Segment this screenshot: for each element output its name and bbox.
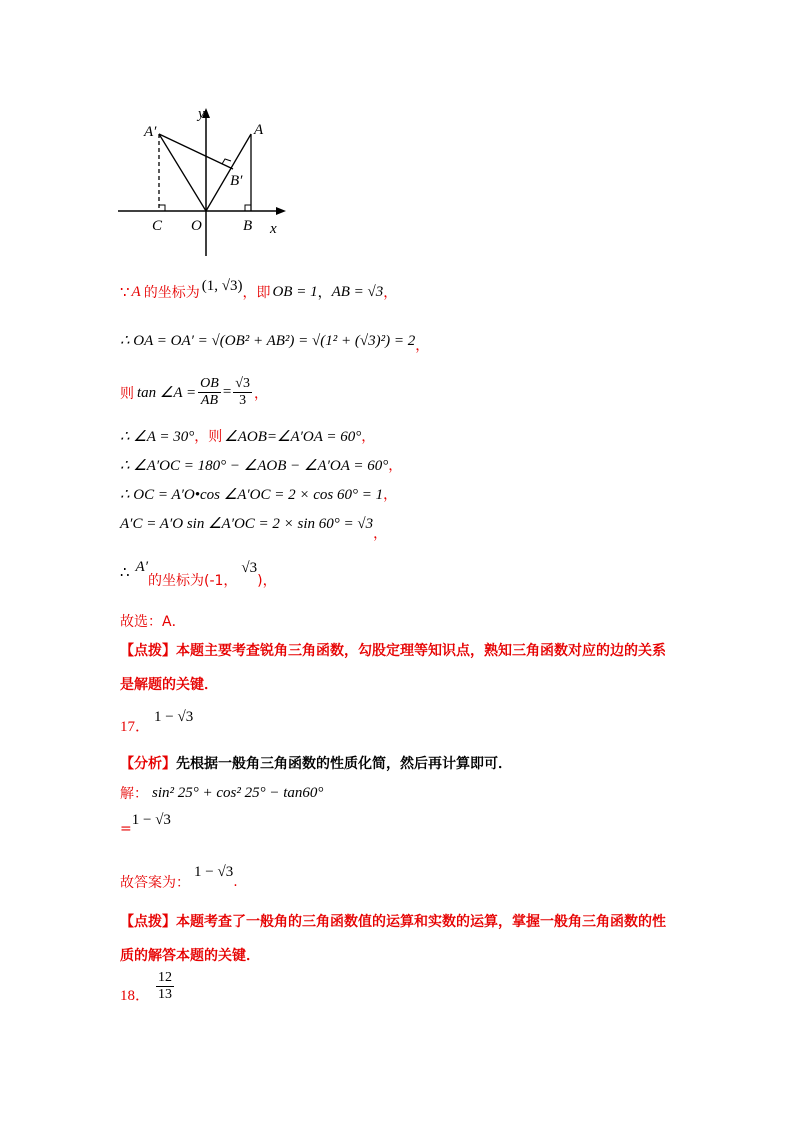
label-c: C [152,218,163,234]
step-8: ∴ A′ 的坐标为(-1， √3 )， [120,558,277,589]
tip-17-line2: 质的解答本题的关键． [120,948,260,964]
tip-16: 【点拨】本题主要考查锐角三角函数，勾股定理等知识点，熟知三角函数对应的边的关系 [120,643,666,659]
right-angle-b-prime [222,159,231,164]
right-angle-b [245,205,251,211]
step-3: 则 tan ∠A = $\frac{OB}{AB}$ = $\frac{√3}{3}$ ， [120,376,268,408]
solution-17-result: = 1 − √3 [120,812,171,837]
step-2: ∴ OA = OA′ = √(OB² + AB²) = √(1² + (√3)²) = 2 ， [120,332,430,354]
label-a-prime: A′ [144,124,157,140]
answer-17: 故答案为： 1 − √3 . [120,863,238,891]
label-b-prime: B′ [230,173,243,189]
solution-17: 解： sin² 25° + cos² 25° − tan60° [120,784,324,802]
question-17: 17． 1 − √3 [120,709,194,735]
label-b: B [243,218,253,234]
step-4: ∴ ∠A = 30° ，则 ∠AOB=∠A′OA = 60° ， [120,428,376,445]
tip-16-line2: 是解题的关键． [120,677,218,693]
label-x: x [270,221,277,237]
step-1: ∵ A 的坐标为 (1, √3) ，即 OB = 1 ， AB = √3 ， [120,277,398,301]
right-angle-c [159,205,165,211]
step-7: A′C = A′O sin ∠A′OC = 2 × sin 60° = √3 ， [120,515,388,542]
tip-17: 【点拨】本题考查了一般角的三角函数值的运算和实数的运算，掌握一般角三角函数的性 [120,914,666,930]
segment-o-a [206,134,251,211]
x-axis-arrow [276,207,286,215]
label-y: y [198,106,205,122]
coordinate-figure [112,98,302,258]
fraction-root3-3: $\frac{√3}{3}$ [235,376,250,408]
question-18: 18． $\frac{12}{13}$ [120,970,173,1004]
fraction-ob-ab: $\frac{OB}{AB}$ [200,376,219,408]
label-a: A [254,122,264,138]
coordinate-a: (1, √3) [201,277,243,294]
fraction-12-13: $\frac{12}{13}$ [158,970,173,1002]
step-5: ∴ ∠A′OC = 180° − ∠AOB − ∠A′OA = 60° ， [120,457,403,474]
label-o: O [191,218,202,234]
step-6: ∴ OC = A′O•cos ∠A′OC = 2 × cos 60° = 1 ， [120,486,398,503]
answer-16: 故选：A． [120,614,186,630]
analysis-17: 【分析】先根据一般角三角函数的性质化简，然后再计算即可． [120,756,512,772]
